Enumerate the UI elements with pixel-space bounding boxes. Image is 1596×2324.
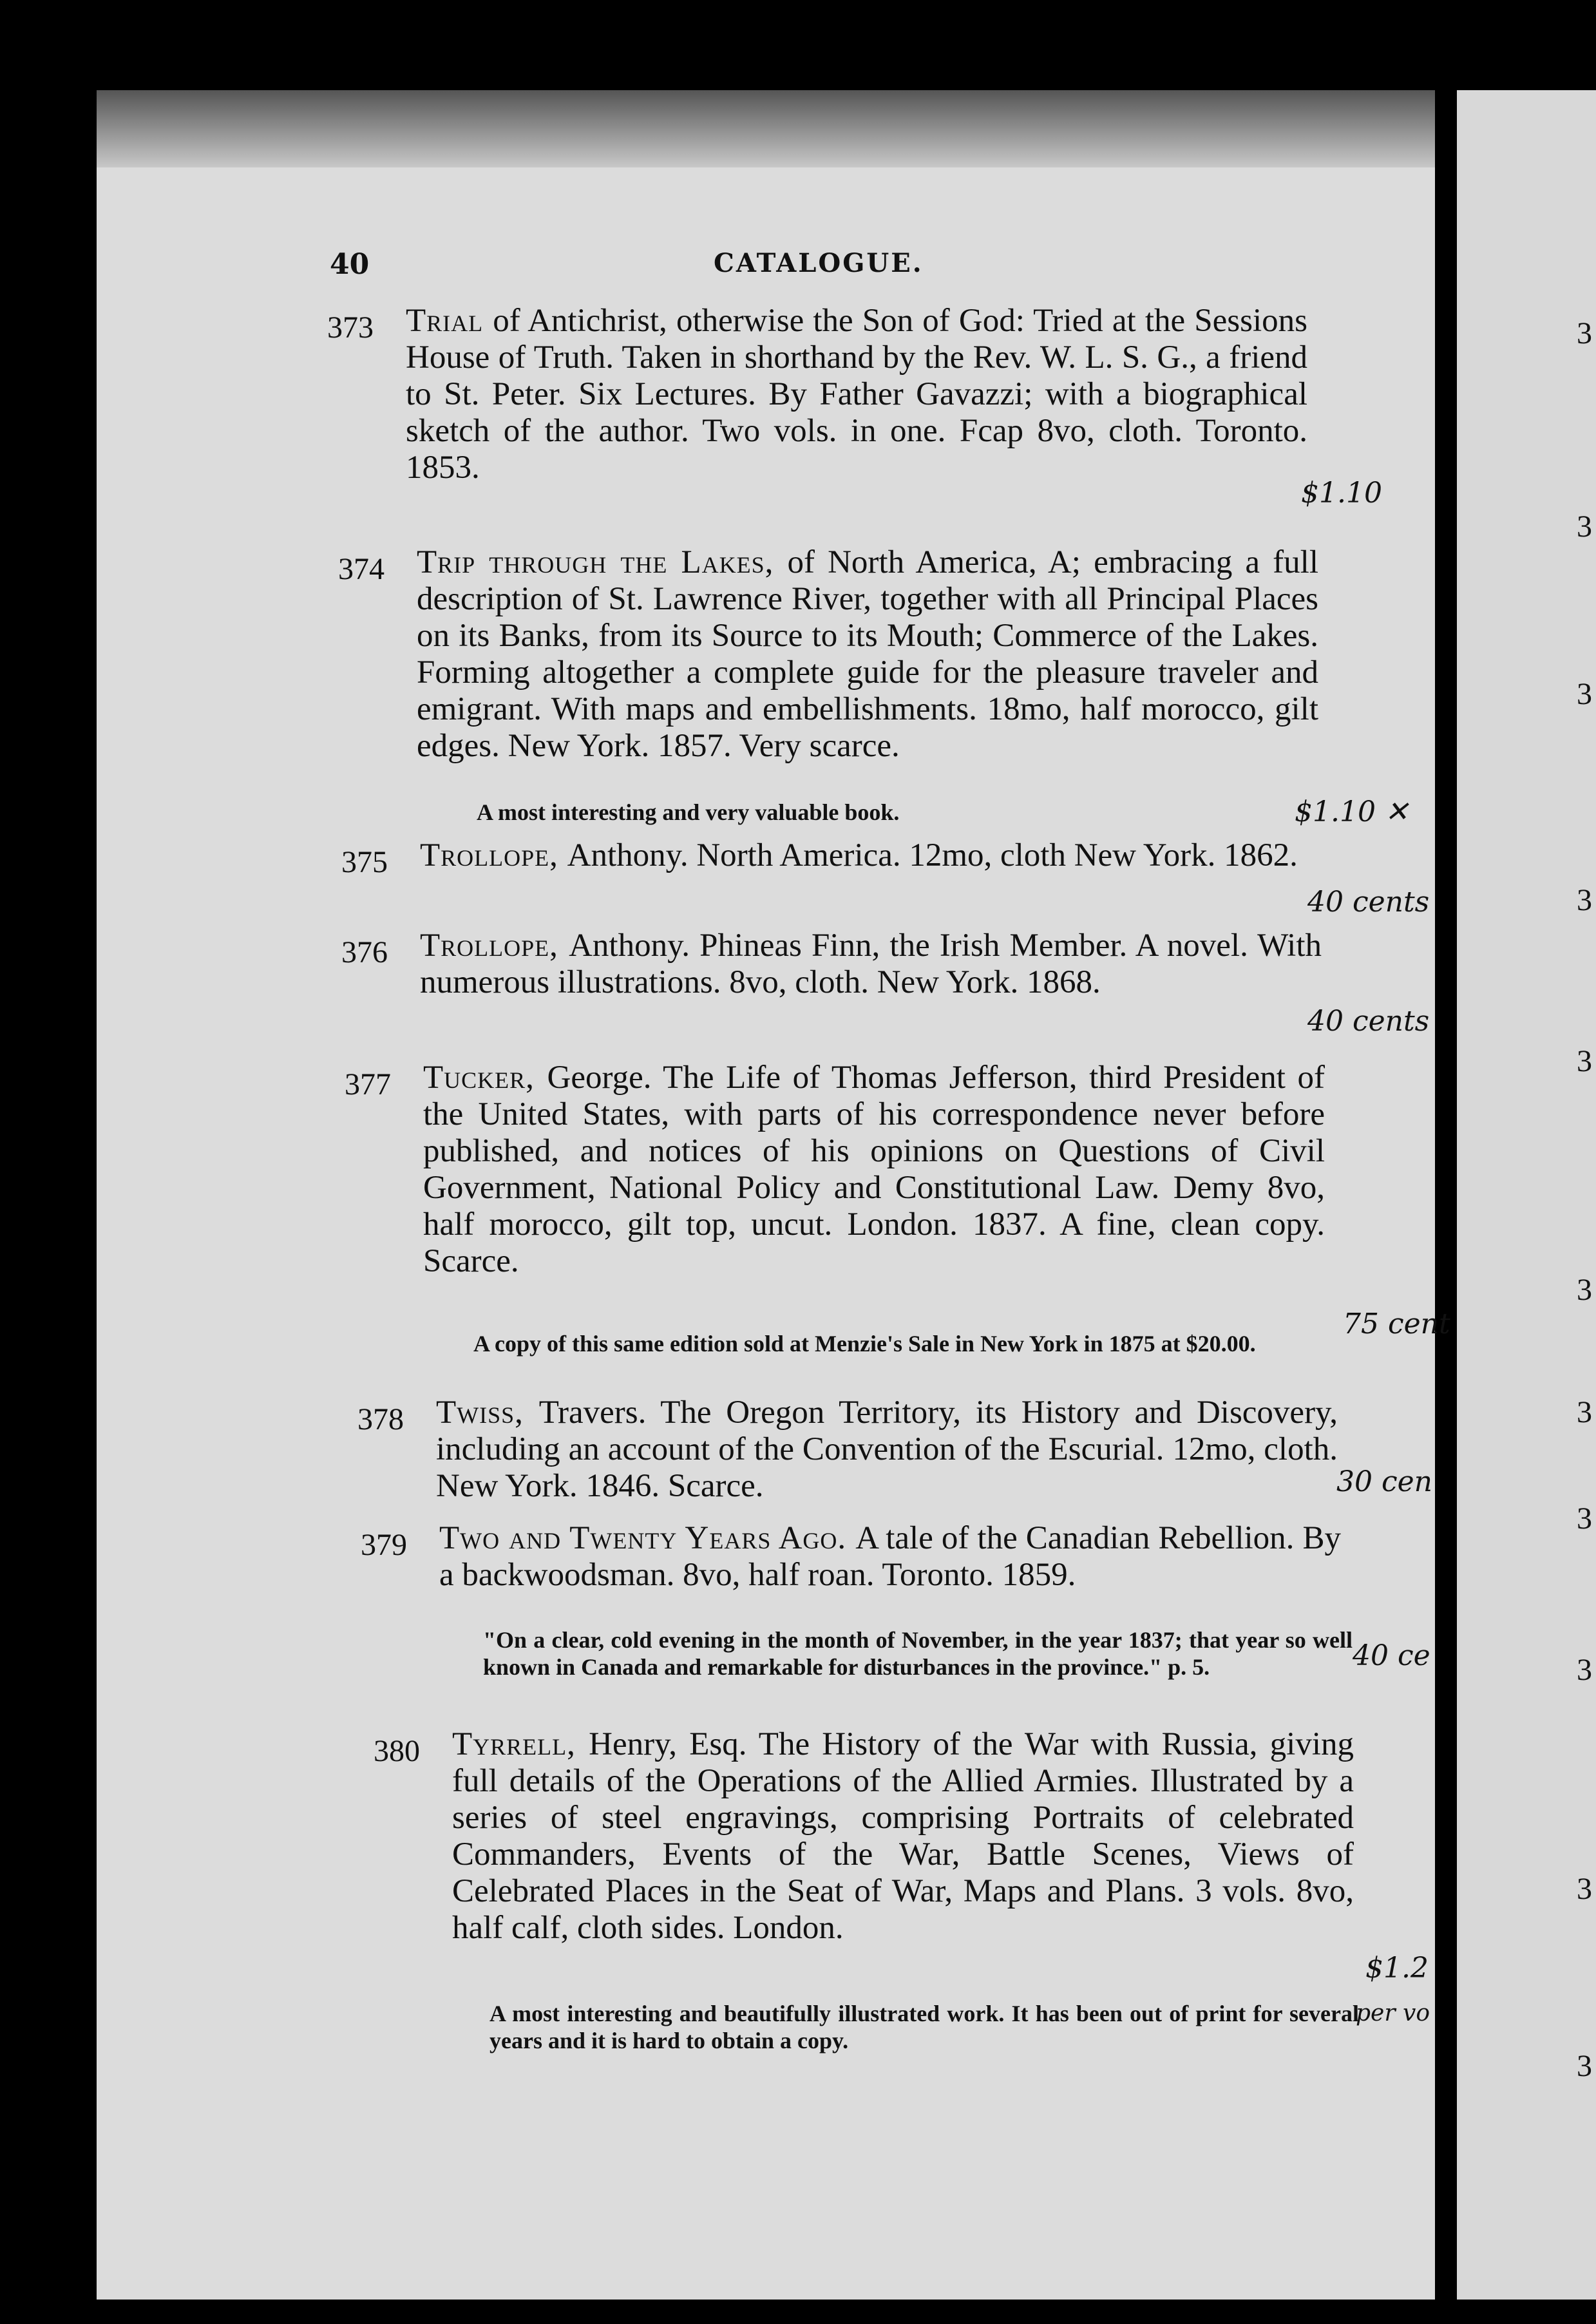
entry-description: Travers. The Oregon Territory, its History and Discovery, including an account of the Convention of the Escurial. 12mo, cloth. New York. 1846. Scarce. [436,1395,1338,1504]
entry-heading: Trial [406,303,493,339]
handwritten-price: 40 cents [1307,886,1430,919]
adjacent-page-digit: 3 [1577,1653,1592,1687]
handwritten-price: 40 ce [1353,1639,1430,1672]
entry-heading: Two and Twenty Years Ago. [439,1520,856,1556]
entry-heading: Tyrrell, [452,1726,589,1762]
adjacent-page-digit: 3 [1577,1501,1592,1536]
adjacent-page-digit: 3 [1577,316,1592,350]
adjacent-page-digit: 3 [1577,510,1592,544]
entry-number: 374 [338,552,385,586]
entry-text [420,928,1322,1001]
entry-text [436,1395,1338,1505]
entry-description: of North America, A; embracing a full description of St. Lawrence River, together with all Principal Places on its Banks, from its Source to its Mouth; Commerce of the Lakes. Forming altogether a complete guide for the pleasure traveler and emigrant. With maps and embellishments. 18mo, half morocco, gilt edges. New York. 1857. Very scarce. [417,544,1318,764]
entry-number: 380 [374,1734,420,1768]
entry-text [406,303,1307,486]
adjacent-page-edge [1457,90,1596,2300]
running-head: CATALOGUE. [714,248,924,278]
entry-description: George. The Life of Thomas Jefferson, third President of the United States, with parts of his correspondence never before published, and notices of his opinions on Questions of Civil Government, National Policy and Constitutional Law. Demy 8vo, half morocco, gilt top, uncut. London. 1837. A fine, clean copy. Scarce. [423,1060,1325,1279]
handwritten-price: $1.2 [1365,1952,1429,1985]
entry-description: Henry, Esq. The History of the War with Russia, giving full details of the Operations of the Allied Armies. Illustrated by a series of steel engravings, comprising Portraits of celebrated Commanders, Events of the War, Battle Scenes, Views of Celebrated Places in the Seat of War, Maps and Plans. 3 vols. 8vo, half calf, cloth sides. London. [452,1726,1354,1946]
entry-heading: Trip through the Lakes, [417,544,788,580]
page-number: 40 [330,248,370,281]
entry-number: 378 [357,1402,404,1436]
handwritten-price: 40 cents [1307,1005,1430,1038]
entry-description: Anthony. North America. 12mo, cloth New York. 1862. [567,837,1298,873]
entry-number: 377 [345,1067,391,1101]
adjacent-page-digit: 3 [1577,883,1592,917]
entry-heading: Twiss, [436,1395,539,1431]
entry-note: A most interesting and beautifully illustrated work. It has been out of print for several years and it is hard to obtain a copy. [489,2001,1359,2053]
entry-heading: Tucker, [423,1060,547,1096]
entry-note: A most interesting and very valuable book. [477,799,900,825]
entry-note: "On a clear, cold evening in the month of November, in the year 1837; that year so well known in Canada and remarkable for disturbances in the province." p. 5. [483,1627,1353,1680]
handwritten-price: 30 cen [1336,1465,1432,1498]
entry-text [423,1060,1325,1280]
entry-number: 376 [341,935,388,969]
entry-text [417,544,1318,765]
entry-text [420,837,1322,874]
adjacent-page-digit: 3 [1577,677,1592,711]
adjacent-page-digit: 3 [1577,1044,1592,1078]
entry-description: of Antichrist, otherwise the Son of God: Tried at the Sessions House of Truth. Taken in shorthand by the Rev. W. L. S. G., a friend to St. Peter. Six Lectures. By Father Gavazzi; with a biographical sketch of the author. Two vols. in one. Fcap 8vo, cloth. Toronto. 1853. [406,303,1307,486]
handwritten-price: 75 cent [1343,1308,1450,1340]
entry-number: 379 [361,1528,407,1562]
adjacent-page-digit: 3 [1577,1273,1592,1307]
entry-text [452,1726,1354,1947]
adjacent-page-digit: 3 [1577,1872,1592,1906]
page-header [0,248,1596,287]
entry-description: Anthony. Phineas Finn, the Irish Member. A novel. With numerous illustrations. 8vo, cloth. New York. 1868. [420,928,1322,1000]
handwritten-price: $1.10 ✕ [1295,795,1409,828]
entry-number: 373 [327,310,374,345]
entry-text [439,1520,1341,1594]
entry-note: A copy of this same edition sold at Menzie's Sale in New York in 1875 at $20.00. [473,1331,1256,1357]
handwritten-note: per vo [1356,2000,1430,2026]
handwritten-price: $1.10 [1301,477,1382,510]
entry-heading: Trollope, [420,928,569,964]
book-gutter [1435,58,1457,2324]
entry-description: A tale of the Canadian Rebellion. By a backwoodsman. 8vo, half roan. Toronto. 1859. [439,1520,1341,1593]
adjacent-page-digit: 3 [1577,1395,1592,1429]
adjacent-page-digit: 3 [1577,2049,1592,2083]
entry-heading: Trollope, [420,837,567,873]
entry-number: 375 [341,845,388,879]
